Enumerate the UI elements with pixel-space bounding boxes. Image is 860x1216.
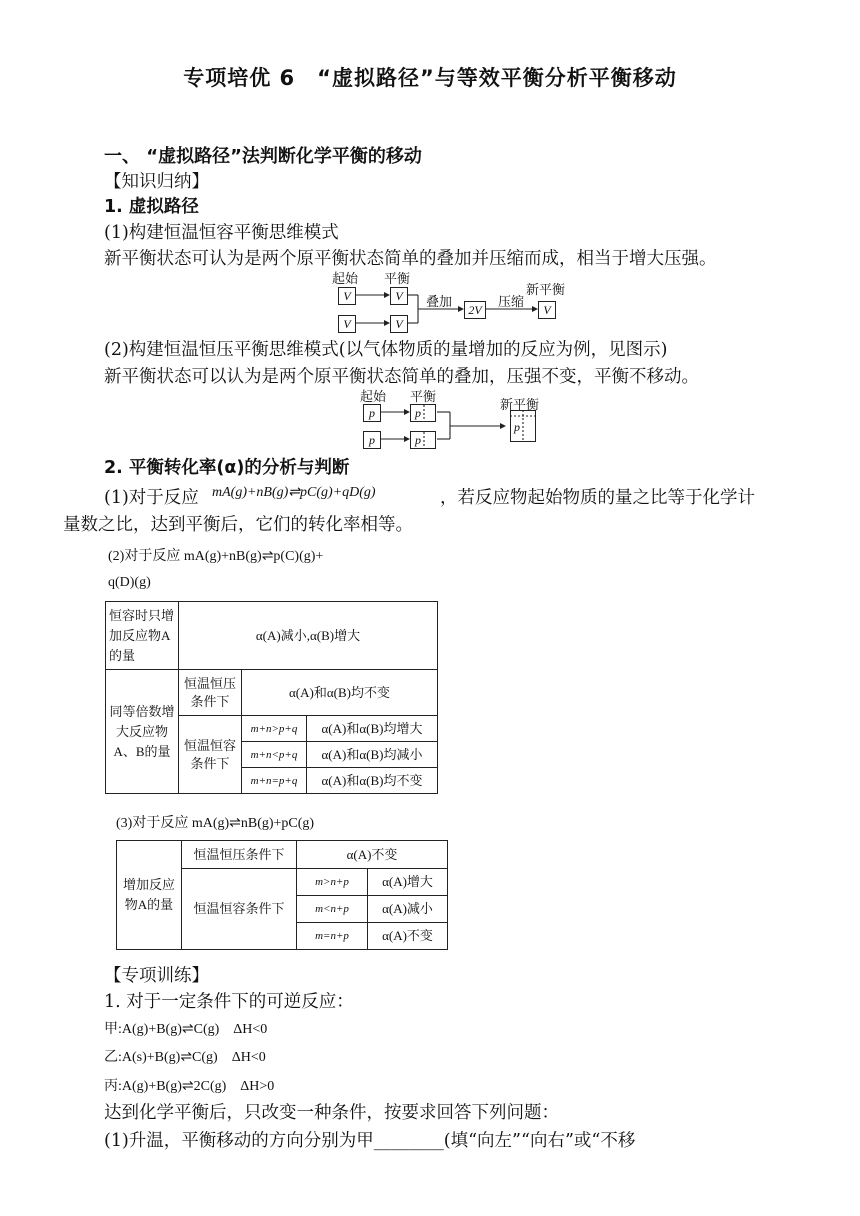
conversion-table-2	[116, 840, 448, 950]
diagram1-new-label: 新平衡	[526, 282, 566, 297]
table2-r1c2: 恒温恒压条件下	[182, 841, 297, 869]
reaction-bing: 丙:A(g)+B(g)⇌2C(g) ΔH>0	[104, 1079, 275, 1094]
diagram2-box-new: p	[510, 410, 536, 442]
diagram1-box-v: V	[390, 315, 408, 333]
part2-p1-end: 量数之比，达到平衡后，它们的转化率相等。	[63, 515, 413, 535]
diagram2-new-label: 新平衡	[500, 397, 540, 412]
part2-p2-title: (2)对于反应 mA(g)+nB(g)⇌p(C)(g)+	[108, 549, 324, 564]
diagram1-arrows	[330, 268, 580, 332]
diagram2-eq-label: 平衡	[410, 389, 437, 404]
table1-r1c1: 恒容时只增加反应物A的量	[106, 602, 179, 670]
part2-heading: 2. 平衡转化率(α)的分析与判断	[104, 458, 350, 478]
diagram1-box-v: V	[390, 287, 408, 305]
table2-left: 增加反应物A的量	[117, 841, 182, 950]
table2-cond: m<n+p	[297, 896, 368, 923]
part1-sub1-text: 新平衡状态可认为是两个原平衡状态简单的叠加并压缩而成，相当于增大压强。	[104, 249, 717, 269]
table2-cond: m>n+p	[297, 869, 368, 896]
diagram-constant-volume	[330, 268, 580, 332]
section-tag: 【知识归纳】	[104, 172, 209, 192]
question-1: 1. 对于一定条件下的可逆反应：	[104, 992, 354, 1012]
question-1-part1: (1)升温，平衡移动的方向分别为甲________(填“向左”“向右”或“不移	[104, 1131, 636, 1151]
table2-r1c3: α(A)不变	[297, 841, 448, 869]
part1-sub1: (1)构建恒温恒容平衡思维模式	[104, 223, 339, 243]
diagram1-stack-label: 叠加	[426, 294, 453, 309]
reaction-yi: 乙:A(s)+B(g)⇌C(g) ΔH<0	[104, 1050, 266, 1065]
diagram2-start-label: 起始	[360, 389, 387, 404]
table2-result: α(A)增大	[368, 869, 448, 896]
diagram-constant-pressure	[360, 386, 550, 448]
table1-result: α(A)和α(B)均不变	[307, 768, 438, 794]
diagram2-box-p: p	[363, 431, 381, 449]
reaction-jia: 甲:A(g)+B(g)⇌C(g) ΔH<0	[104, 1022, 268, 1037]
table1-r2c2: 恒温恒压条件下	[179, 670, 242, 716]
table1-cond: m+n>p+q	[242, 716, 307, 742]
diagram2-box-p-eq: p	[410, 404, 436, 422]
table1-r2c3: α(A)和α(B)均不变	[242, 670, 438, 716]
table1-r3c2: 恒温恒容条件下	[179, 716, 242, 794]
table1-result: α(A)和α(B)均增大	[307, 716, 438, 742]
part2-p2-title-cont: q(D)(g)	[108, 575, 151, 590]
conversion-table-1	[105, 601, 438, 794]
diagram1-box-2v: 2V	[464, 301, 486, 319]
diagram1-start-label: 起始	[332, 271, 359, 286]
table2-result: α(A)不变	[368, 923, 448, 950]
diagram1-eq-label: 平衡	[384, 271, 411, 286]
training-tag: 【专项训练】	[104, 966, 209, 986]
table2-result: α(A)减小	[368, 896, 448, 923]
part1-sub2: (2)构建恒温恒压平衡思维模式(以气体物质的量增加的反应为例，见图示)	[104, 340, 668, 360]
diagram1-compress-label: 压缩	[498, 294, 525, 309]
question-1-text: 达到化学平衡后，只改变一种条件，按要求回答下列问题：	[104, 1103, 559, 1123]
page-title: 专项培优 6 “虚拟路径”与等效平衡分析平衡移动	[183, 66, 677, 90]
part2-p1-equation: mA(g)+nB(g)⇌pC(g)+qD(g)	[212, 485, 376, 500]
part2-p1-start: (1)对于反应	[104, 488, 199, 508]
table2-cond: m=n+p	[297, 923, 368, 950]
diagram1-box-v: V	[338, 315, 356, 333]
table1-cond: m+n<p+q	[242, 742, 307, 768]
diagram1-box-v: V	[338, 287, 356, 305]
part3-title: (3)对于反应 mA(g)⇌nB(g)+pC(g)	[116, 816, 315, 831]
diagram2-box-p-eq: p	[410, 431, 436, 449]
diagram1-box-new: V	[538, 301, 556, 319]
diagram2-box-p: p	[363, 404, 381, 422]
section-heading: 一、 “虚拟路径”法判断化学平衡的移动	[104, 146, 422, 167]
part2-p1-mid: ，若反应物起始物质的量之比等于化学计	[440, 488, 755, 508]
part1-sub2-text: 新平衡状态可以认为是两个原平衡状态简单的叠加，压强不变，平衡不移动。	[104, 367, 699, 387]
table1-r1c2: α(A)减小,α(B)增大	[179, 602, 438, 670]
table2-r2c2: 恒温恒容条件下	[182, 869, 297, 950]
part1-heading: 1. 虚拟路径	[104, 197, 199, 217]
table1-cond: m+n=p+q	[242, 768, 307, 794]
table1-r2c1: 同等倍数增大反应物A、B的量	[106, 670, 179, 794]
table1-result: α(A)和α(B)均减小	[307, 742, 438, 768]
